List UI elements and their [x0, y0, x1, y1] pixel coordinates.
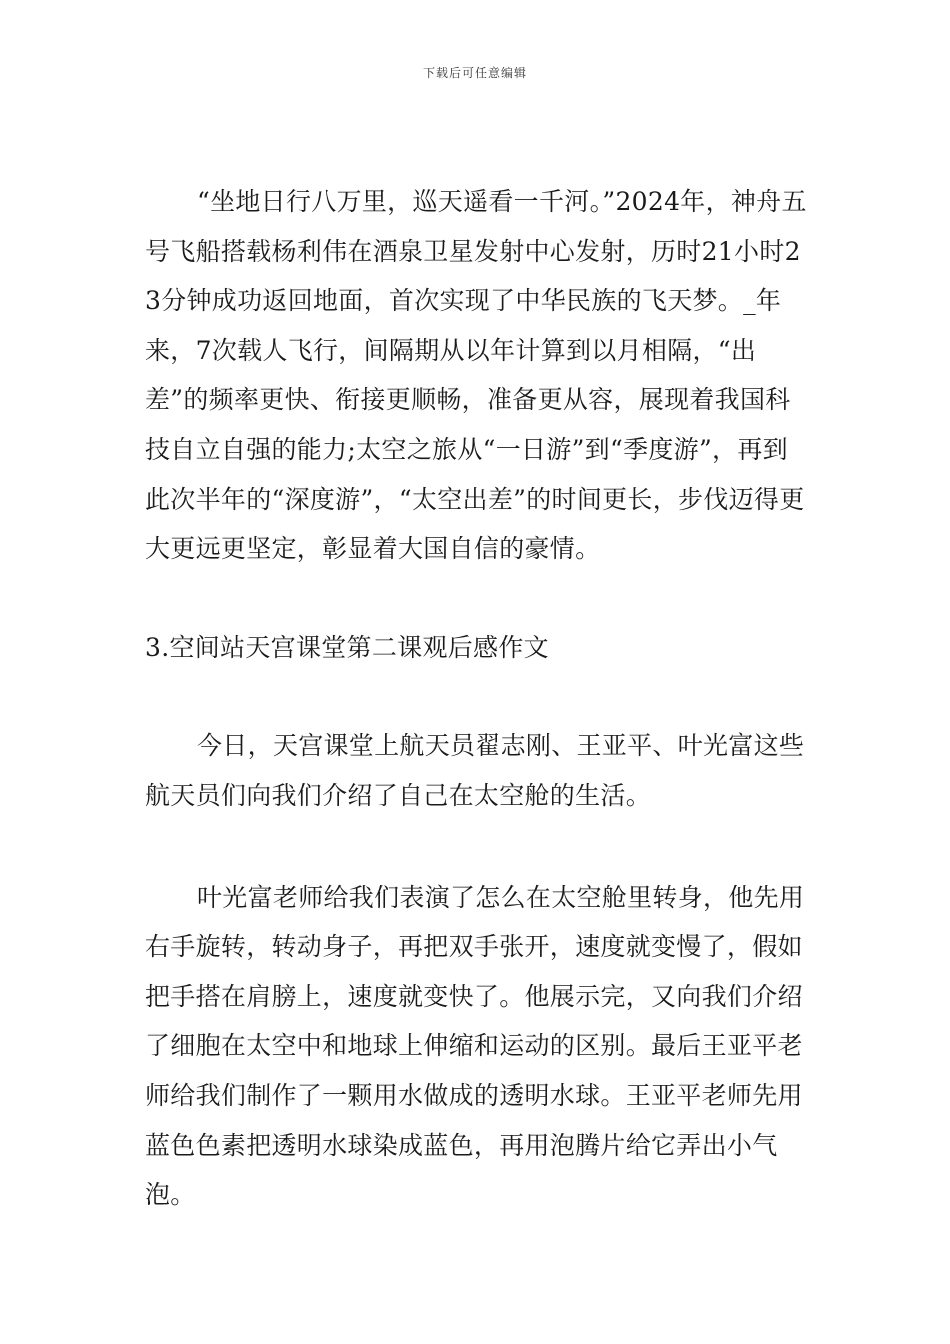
document-body — [145, 177, 810, 1220]
section-heading: 3.空间站天宫课堂第二课观后感作文 — [145, 632, 549, 662]
paragraph-tiangong-lesson: 叶光富老师给我们表演了怎么在太空舱里转身，他先用右手旋转，转动身子，再把双手张开，速度就变慢了，假如把手搭在肩膀上，速度就变快了。他展示完，又向我们介绍了细胞在太空中和地球上伸缩和运动的区别。最后王亚平老师给我们制作了一颗用水做成的透明水球。王亚平老师先用蓝色色素把透明水球染成蓝色，再用泡腾片给它弄出小气泡。 — [145, 882, 805, 1210]
page-header-note: 下载后可任意编辑 — [422, 66, 527, 80]
paragraph-shenzhou: “坐地日行八万里，巡天遥看一千河。”2024年，神舟五号飞船搭载杨利伟在酒泉卫星发射中心发射，历时21小时23分钟成功返回地面，首次实现了中华民族的飞天梦。_年来，7次载人飞行，间隔期从以年计算到以月相隔，“出差”的频率更快、衔接更顺畅，准备更从容，展现着我国科技自立自强的能力;太空之旅从“一日游”到“季度游”，再到此次半年的“深度游”，“太空出差”的时间更长，步伐迈得更大更远更坚定，彰显着大国自信的豪情。 — [145, 187, 807, 564]
paragraph-tiangong-intro: 今日，天宫课堂上航天员翟志刚、王亚平、叶光富这些航天员们向我们介绍了自己在太空舱的生活。 — [145, 731, 805, 810]
